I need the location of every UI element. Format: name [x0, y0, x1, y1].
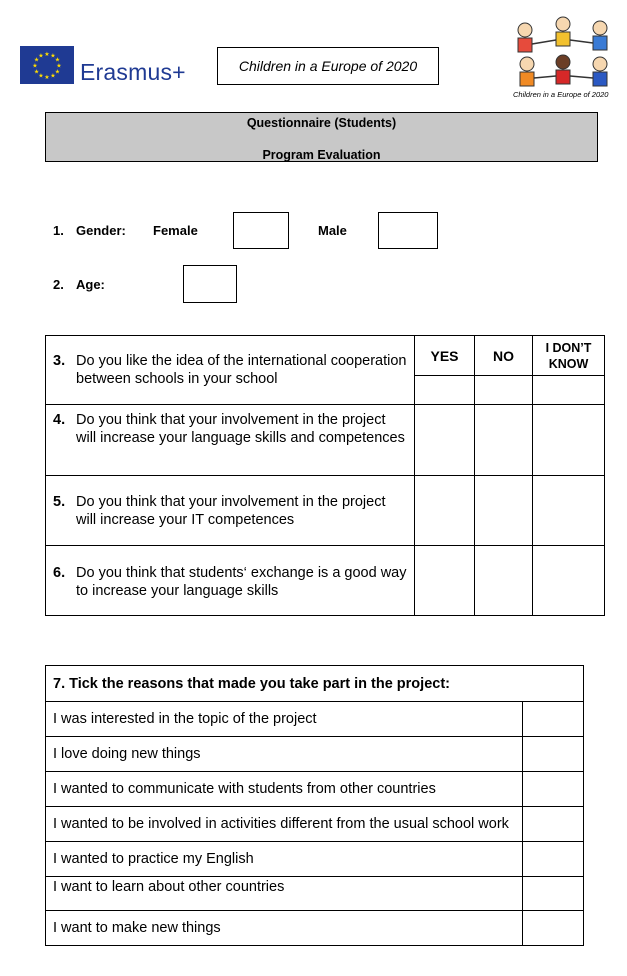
reason-checkbox[interactable] — [523, 772, 584, 807]
age-label: Age: — [76, 277, 105, 292]
answer-yes-checkbox[interactable] — [415, 405, 475, 476]
svg-text:★: ★ — [54, 68, 61, 76]
age-number: 2. — [53, 277, 64, 292]
svg-text:★: ★ — [50, 52, 56, 60]
reasons-heading: 7. Tick the reasons that made you take part in the project: — [46, 666, 584, 702]
reason-checkbox[interactable] — [523, 877, 584, 911]
reason-label: I wanted to practice my English — [46, 842, 523, 877]
question-cell — [46, 476, 415, 546]
gender-label: Gender: — [76, 223, 126, 238]
answer-yes-checkbox[interactable] — [415, 546, 475, 616]
answer-no-checkbox[interactable] — [475, 476, 533, 546]
answer-dont-know-checkbox[interactable] — [533, 405, 605, 476]
question-text: Do you like the idea of the international cooperation between schools in your school — [76, 353, 407, 387]
question-cell — [46, 336, 415, 405]
reason-label: I wanted to communicate with students from other countries — [46, 772, 523, 807]
svg-text:★: ★ — [50, 72, 56, 80]
question-number: 5. — [53, 494, 66, 510]
answer-yes-checkbox[interactable] — [415, 376, 475, 405]
svg-text:★: ★ — [32, 62, 38, 70]
gender-number: 1. — [53, 223, 64, 238]
svg-text:★: ★ — [54, 56, 61, 64]
logo-caption: Children in a Europe of 2020 — [513, 90, 609, 99]
reason-checkbox[interactable] — [523, 702, 584, 737]
svg-text:★: ★ — [33, 56, 40, 64]
male-checkbox[interactable] — [378, 212, 438, 249]
reason-label: I want to learn about other countries — [46, 877, 523, 911]
reason-checkbox[interactable] — [523, 737, 584, 772]
question-text: Do you think that students‘ exchange is a good way to increase your language skills — [76, 565, 407, 599]
reason-checkbox[interactable] — [523, 842, 584, 877]
form-subtitle: Program Evaluation — [262, 148, 381, 162]
reasons-table — [45, 665, 584, 946]
answer-no-checkbox[interactable] — [475, 546, 533, 616]
reason-label: I love doing new things — [46, 737, 523, 772]
svg-text:★: ★ — [38, 52, 44, 60]
female-label: Female — [153, 223, 198, 238]
female-checkbox[interactable] — [233, 212, 289, 249]
question-number: 4. — [53, 412, 66, 428]
svg-text:★: ★ — [56, 62, 62, 70]
answer-dont-know-checkbox[interactable] — [533, 376, 605, 405]
answer-no-checkbox[interactable] — [475, 376, 533, 405]
erasmus-brand: Erasmus+ — [80, 59, 186, 85]
column-header-dont-know: I DON’T KNOW — [533, 336, 605, 376]
reason-label: I wanted to be involved in activities different from the usual school work — [46, 807, 523, 842]
form-title: Questionnaire (Students) — [246, 116, 397, 130]
reason-checkbox[interactable] — [523, 911, 584, 946]
question-cell — [46, 546, 415, 616]
reason-label: I was interested in the topic of the project — [46, 702, 523, 737]
reason-label: I want to make new things — [46, 911, 523, 946]
question-cell — [46, 405, 415, 476]
column-header-yes: YES — [415, 336, 475, 376]
eu-flag-icon — [20, 46, 74, 84]
yes-no-questions-table — [45, 335, 605, 616]
children-logo-icon — [505, 12, 621, 102]
age-input[interactable] — [183, 265, 237, 303]
question-number: 3. — [53, 353, 66, 369]
svg-text:★: ★ — [38, 72, 44, 80]
answer-yes-checkbox[interactable] — [415, 476, 475, 546]
answer-no-checkbox[interactable] — [475, 405, 533, 476]
form-title-banner — [45, 112, 598, 162]
svg-text:★: ★ — [44, 51, 50, 58]
column-header-no: NO — [475, 336, 533, 376]
project-title-box: Children in a Europe of 2020 — [217, 47, 439, 85]
reason-checkbox[interactable] — [523, 807, 584, 842]
answer-dont-know-checkbox[interactable] — [533, 546, 605, 616]
answer-dont-know-checkbox[interactable] — [533, 476, 605, 546]
svg-text:★: ★ — [44, 74, 50, 82]
svg-text:★: ★ — [33, 68, 40, 76]
male-label: Male — [318, 223, 347, 238]
question-text: Do you think that your involvement in the project will increase your language skills and competences — [76, 412, 405, 446]
question-number: 6. — [53, 565, 66, 581]
question-text: Do you think that your involvement in the project will increase your IT competences — [76, 494, 386, 528]
